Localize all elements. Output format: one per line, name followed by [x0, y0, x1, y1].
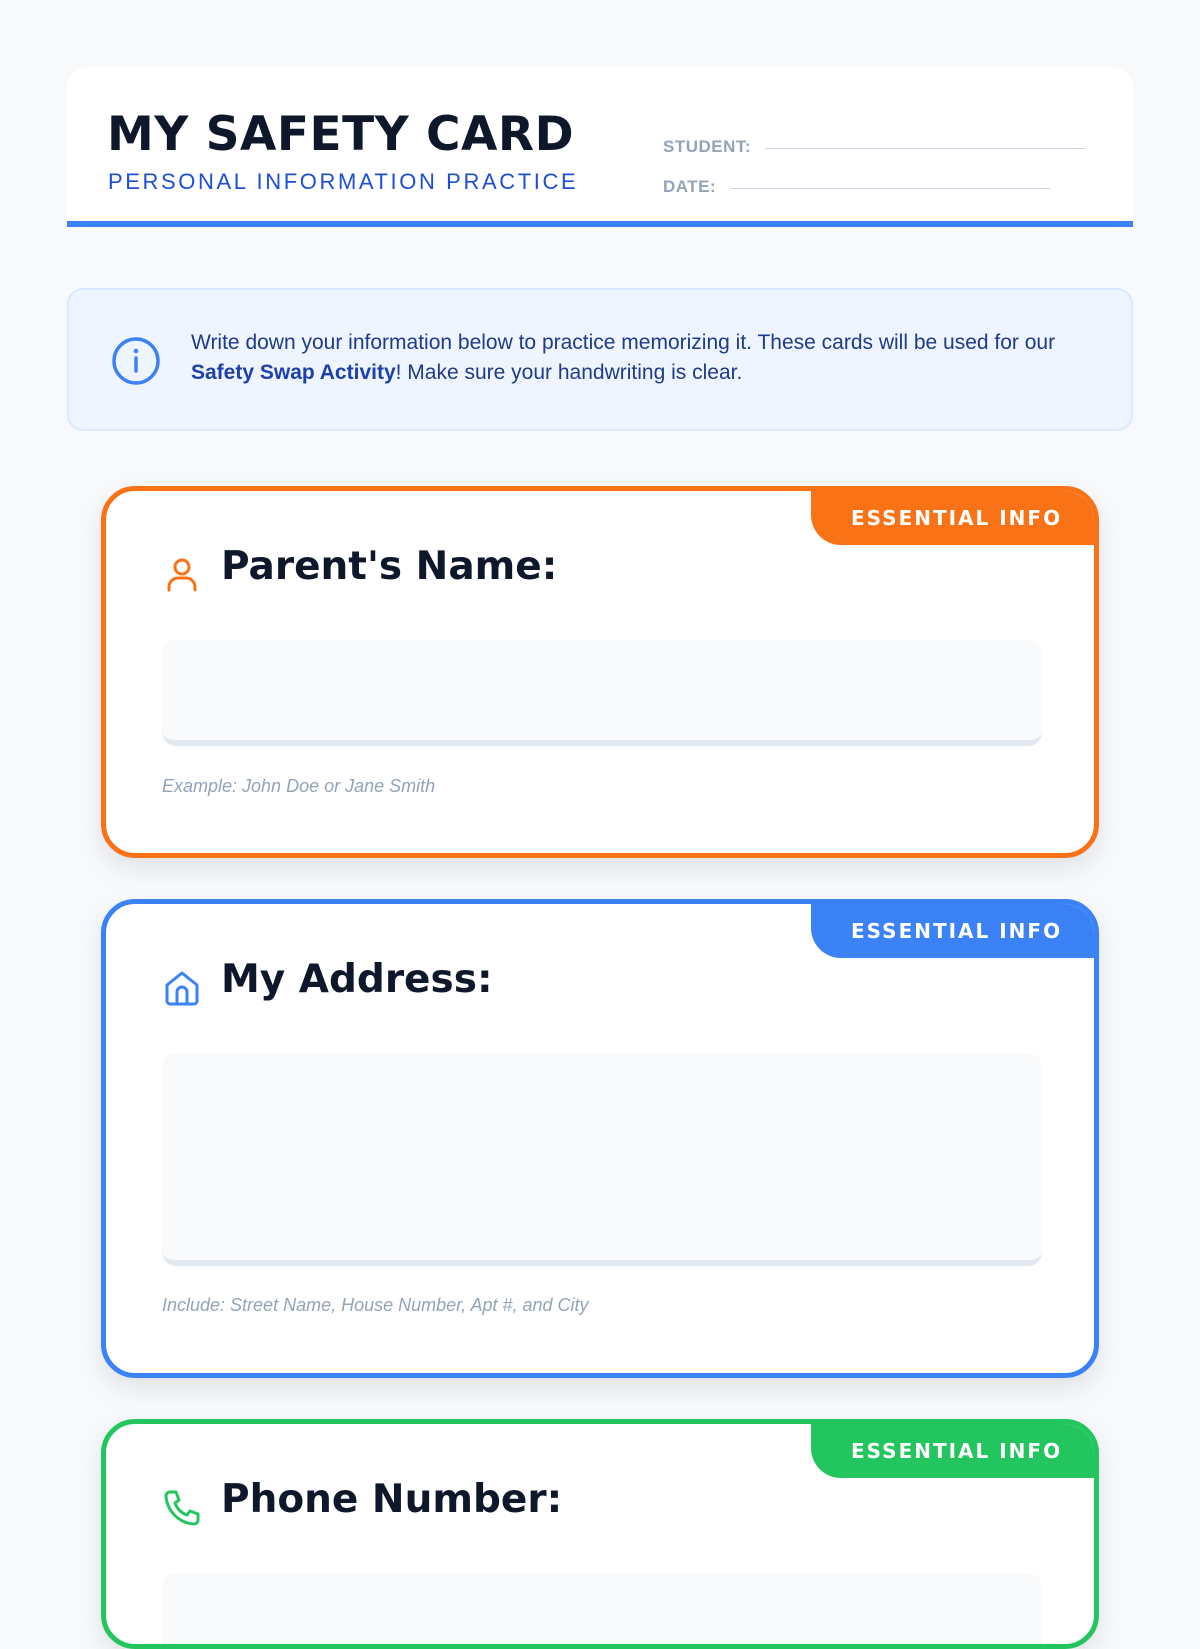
address-field[interactable]: [162, 1053, 1042, 1266]
student-row: [663, 135, 1085, 159]
student-write-line[interactable]: [765, 148, 1085, 149]
info-banner: [67, 288, 1133, 431]
info-text-end: ! Make sure your handwriting is clear.: [395, 361, 743, 384]
essential-info-badge: ESSENTIAL INFO: [811, 491, 1094, 545]
info-text-highlight: Safety Swap Activity: [191, 361, 396, 384]
page-title: MY SAFETY CARD: [107, 107, 575, 162]
card-title: Phone Number:: [221, 1477, 563, 1522]
parent-name-card: [101, 486, 1099, 858]
phone-icon: [162, 1488, 202, 1528]
date-label: DATE:: [663, 177, 717, 196]
field-hint: Example: John Doe or Jane Smith: [162, 776, 436, 796]
date-row: [663, 175, 1050, 199]
essential-info-badge: ESSENTIAL INFO: [811, 904, 1094, 958]
info-text: [191, 328, 1071, 388]
header-card: [67, 67, 1133, 227]
parent-name-field[interactable]: [162, 640, 1042, 746]
student-label: STUDENT:: [663, 137, 752, 156]
card-title: My Address:: [221, 957, 493, 1002]
house-icon: [162, 968, 202, 1008]
person-icon: [162, 555, 202, 595]
phone-number-field[interactable]: [162, 1573, 1042, 1649]
essential-info-badge: ESSENTIAL INFO: [811, 1424, 1094, 1478]
field-hint: Include: Street Name, House Number, Apt #, and City: [162, 1295, 589, 1315]
info-icon: [111, 336, 161, 386]
page-subtitle: PERSONAL INFORMATION PRACTICE: [108, 169, 579, 194]
address-card: [101, 899, 1099, 1378]
date-write-line[interactable]: [730, 188, 1050, 189]
info-text-start: Write down your information below to practice memorizing it. These cards will be used for our: [191, 331, 1056, 354]
phone-number-card: [101, 1419, 1099, 1649]
card-title: Parent's Name:: [221, 544, 558, 589]
